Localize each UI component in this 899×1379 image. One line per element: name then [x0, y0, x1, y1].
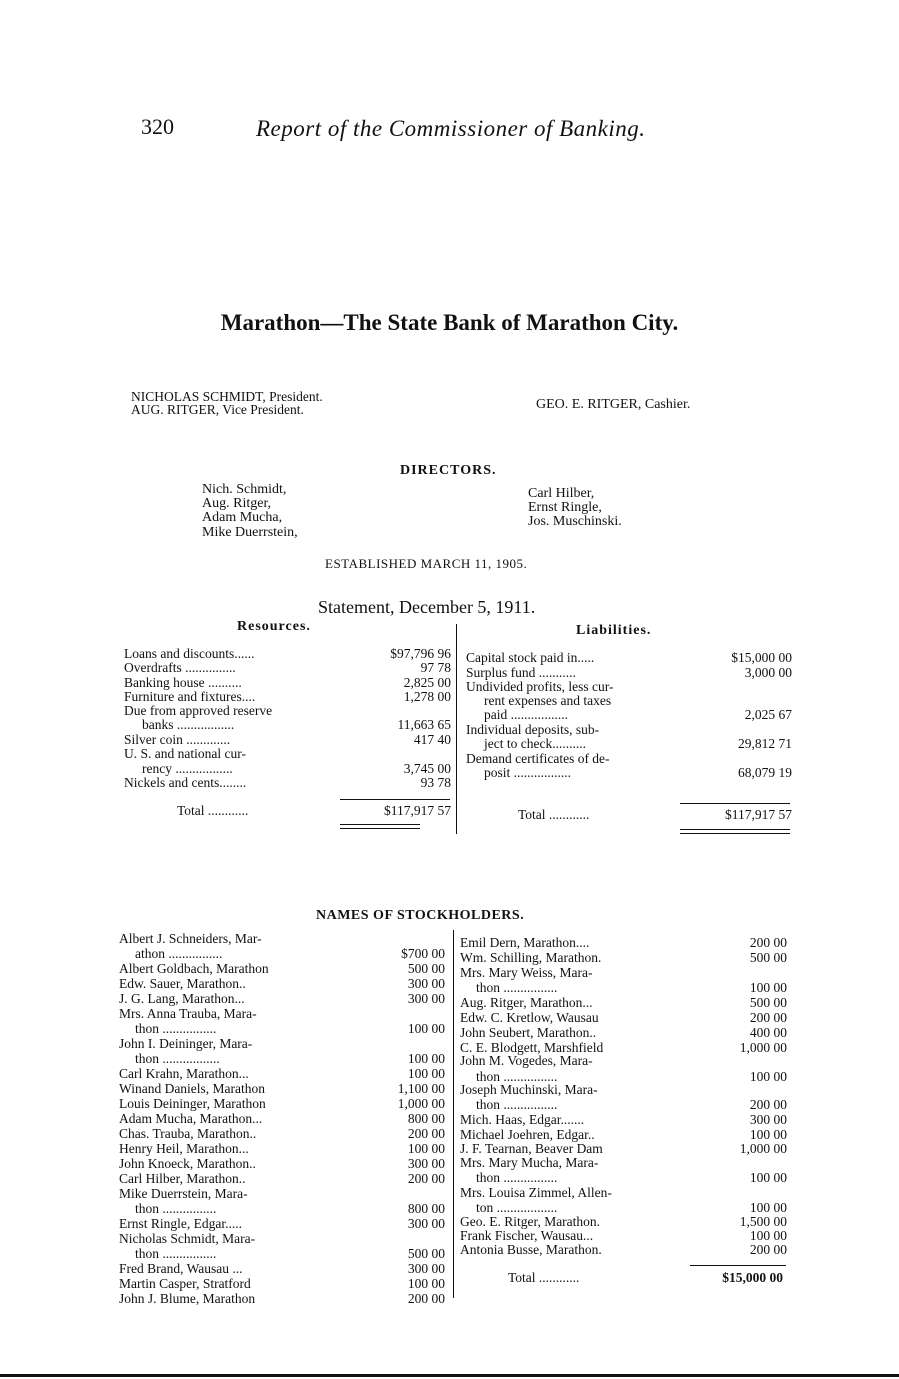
bank-title: Marathon—The State Bank of Marathon City.	[220, 310, 679, 335]
officer-cashier: GEO. E. RITGER, Cashier.	[536, 397, 691, 412]
stockholder-amount: 100 00	[407, 1141, 445, 1156]
stockholder-amount: 100 00	[749, 980, 787, 995]
total-label: Total ............	[508, 1270, 580, 1285]
resource-label: rency .................	[142, 761, 233, 776]
total-rule	[340, 799, 450, 800]
resource-amount: 93 78	[420, 775, 451, 790]
stockholder-amount: 100 00	[407, 1066, 445, 1081]
directors-heading: DIRECTORS.	[400, 463, 497, 478]
director-name: Nich. Schmidt,	[202, 482, 287, 497]
stockholder-amount: 1,000 00	[739, 1141, 787, 1156]
stockholder-name: thon ................	[135, 1246, 217, 1261]
established-date: ESTABLISHED MARCH 11, 1905.	[325, 556, 528, 571]
stockholder-amount: 1,000 00	[397, 1096, 445, 1111]
liability-label: Demand certificates of de-	[466, 751, 610, 766]
stockholder-amount: 200 00	[749, 935, 787, 950]
stockholder-name: John I. Deininger, Mara-	[119, 1036, 253, 1051]
stockholder-amount: 500 00	[749, 995, 787, 1010]
stockholder-name: thon ................	[135, 1201, 217, 1216]
director-name: Aug. Ritger,	[202, 496, 272, 511]
total-rule	[680, 803, 790, 804]
statement-title: Statement, December 5, 1911.	[318, 597, 536, 617]
stockholder-name: Albert J. Schneiders, Mar-	[119, 931, 262, 946]
resource-label: banks .................	[142, 717, 235, 732]
liability-label: rent expenses and taxes	[484, 693, 612, 708]
stockholder-name: Mrs. Mary Mucha, Mara-	[460, 1155, 599, 1170]
director-name: Carl Hilber,	[528, 486, 595, 501]
stockholder-name: Louis Deininger, Marathon	[119, 1096, 266, 1111]
stockholder-name: ton ..................	[476, 1200, 558, 1215]
page-number: 320	[141, 114, 174, 139]
stockholder-amount: 300 00	[407, 1216, 445, 1231]
resource-label: Silver coin .............	[124, 732, 231, 747]
stockholder-amount: 300 00	[407, 1156, 445, 1171]
stockholder-name: Michael Joehren, Edgar..	[460, 1127, 595, 1142]
stockholder-name: Winand Daniels, Marathon	[119, 1081, 266, 1096]
total-label: Total ............	[518, 807, 590, 822]
stockholder-name: Carl Krahn, Marathon...	[119, 1066, 249, 1081]
column-divider	[453, 930, 454, 1298]
stockholder-amount: 200 00	[407, 1171, 445, 1186]
stockholder-name: Ernst Ringle, Edgar.....	[119, 1216, 242, 1231]
liability-amount: 2,025 67	[744, 707, 792, 722]
stockholder-name: Fred Brand, Wausau ...	[119, 1261, 243, 1276]
stockholder-name: Edw. C. Kretlow, Wausau	[460, 1010, 599, 1025]
resource-label: Nickels and cents........	[124, 775, 247, 790]
resource-amount: $97,796 96	[390, 646, 451, 661]
stockholder-amount: 200 00	[749, 1242, 787, 1257]
liability-amount: $15,000 00	[731, 650, 792, 665]
stockholder-amount: 100 00	[749, 1200, 787, 1215]
resource-label: Furniture and fixtures....	[124, 689, 256, 704]
stockholder-amount: 300 00	[749, 1112, 787, 1127]
liability-label: ject to check..........	[484, 736, 586, 751]
stockholder-name: thon ................	[476, 1170, 558, 1185]
resource-amount: 3,745 00	[403, 761, 451, 776]
stockholder-name: Wm. Schilling, Marathon.	[460, 950, 602, 965]
total-double-rule	[680, 833, 790, 834]
stockholder-name: Joseph Muchinski, Mara-	[460, 1082, 598, 1097]
stockholder-name: thon ................	[476, 1069, 558, 1084]
stockholder-name: John J. Blume, Marathon	[119, 1291, 256, 1306]
stockholder-name: Mike Duerrstein, Mara-	[119, 1186, 248, 1201]
resource-label: U. S. and national cur-	[124, 746, 246, 761]
resource-amount: 97 78	[420, 660, 451, 675]
resource-label: Loans and discounts......	[124, 646, 255, 661]
liabilities-total: $117,917 57	[725, 807, 792, 822]
resource-label: Banking house ..........	[124, 675, 242, 690]
stockholder-name: thon ................	[476, 980, 558, 995]
total-double-rule	[340, 828, 420, 829]
stockholder-amount: 100 00	[749, 1170, 787, 1185]
liabilities-heading: Liabilities.	[576, 623, 652, 638]
stockholder-amount: 1,000 00	[739, 1040, 787, 1055]
stockholder-amount: 400 00	[749, 1025, 787, 1040]
resource-amount: 11,663 65	[397, 717, 451, 732]
director-name: Adam Mucha,	[202, 510, 283, 525]
stockholder-amount: 200 00	[407, 1291, 445, 1306]
liability-label: Individual deposits, sub-	[466, 722, 600, 737]
stockholder-name: John Knoeck, Marathon..	[119, 1156, 256, 1171]
stockholder-name: Edw. Sauer, Marathon..	[119, 976, 246, 991]
stockholder-name: Mrs. Louisa Zimmel, Allen-	[460, 1185, 612, 1200]
stockholder-amount: 100 00	[749, 1127, 787, 1142]
stockholder-amount: 500 00	[749, 950, 787, 965]
stockholder-name: thon .................	[135, 1051, 220, 1066]
stockholder-name: Adam Mucha, Marathon...	[119, 1111, 263, 1126]
stockholder-amount: 800 00	[407, 1201, 445, 1216]
total-double-rule	[340, 824, 420, 825]
stockholder-amount: 200 00	[749, 1097, 787, 1112]
liability-label: posit .................	[484, 765, 572, 780]
stockholder-name: Mich. Haas, Edgar.......	[460, 1112, 585, 1127]
stockholder-name: Geo. E. Ritger, Marathon.	[460, 1214, 601, 1229]
stockholder-name: athon ................	[135, 946, 223, 961]
stockholder-name: John M. Vogedes, Mara-	[460, 1053, 593, 1068]
stockholder-amount: 300 00	[407, 991, 445, 1006]
stockholder-name: Mrs. Anna Trauba, Mara-	[119, 1006, 257, 1021]
officer-vice-president: AUG. RITGER, Vice President.	[131, 402, 304, 417]
liability-amount: 3,000 00	[744, 665, 792, 680]
stockholder-name: Henry Heil, Marathon...	[119, 1141, 249, 1156]
stockholder-amount: 500 00	[407, 961, 445, 976]
stockholder-name: Carl Hilber, Marathon..	[119, 1171, 246, 1186]
resource-label: Due from approved reserve	[124, 703, 273, 718]
stockholder-amount: 300 00	[407, 976, 445, 991]
stockholder-amount: 300 00	[407, 1261, 445, 1276]
stockholder-name: Chas. Trauba, Marathon..	[119, 1126, 257, 1141]
stockholder-name: thon ................	[476, 1097, 558, 1112]
liability-label: Undivided profits, less cur-	[466, 679, 614, 694]
stockholder-name: Frank Fischer, Wausau...	[460, 1228, 594, 1243]
stockholder-name: Aug. Ritger, Marathon...	[460, 995, 593, 1010]
director-name: Jos. Muschinski.	[528, 514, 622, 529]
stockholder-name: Antonia Busse, Marathon.	[460, 1242, 602, 1257]
liability-amount: 29,812 71	[738, 736, 792, 751]
stockholder-name: thon ................	[135, 1021, 217, 1036]
stockholder-amount: 200 00	[407, 1126, 445, 1141]
resources-total: $117,917 57	[384, 803, 451, 818]
resource-amount: 1,278 00	[403, 689, 451, 704]
stockholder-amount: 100 00	[407, 1021, 445, 1036]
total-rule	[690, 1265, 786, 1266]
stockholder-name: Emil Dern, Marathon....	[460, 935, 590, 950]
stockholder-name: J. G. Lang, Marathon...	[119, 991, 245, 1006]
stockholder-name: Mrs. Mary Weiss, Mara-	[460, 965, 593, 980]
stockholder-name: Albert Goldbach, Marathon	[119, 961, 269, 976]
total-double-rule	[680, 829, 790, 830]
stockholder-amount: 200 00	[749, 1010, 787, 1025]
stockholder-amount: $700 00	[401, 946, 445, 961]
stockholder-name: J. F. Tearnan, Beaver Dam	[460, 1141, 603, 1156]
total-label: Total ............	[177, 803, 249, 818]
liability-label: Capital stock paid in.....	[466, 650, 595, 665]
stockholder-amount: 100 00	[749, 1228, 787, 1243]
stockholder-name: C. E. Blodgett, Marshfield	[460, 1040, 604, 1055]
stockholder-amount: 500 00	[407, 1246, 445, 1261]
resources-heading: Resources.	[237, 619, 311, 634]
director-name: Mike Duerrstein,	[202, 525, 298, 540]
liability-label: Surplus fund ...........	[466, 665, 576, 680]
stockholder-name: John Seubert, Marathon..	[460, 1025, 597, 1040]
director-name: Ernst Ringle,	[528, 500, 602, 515]
liability-label: paid .................	[484, 707, 568, 722]
stockholder-name: Martin Casper, Stratford	[119, 1276, 251, 1291]
stockholder-amount: 100 00	[407, 1276, 445, 1291]
resource-amount: 417 40	[413, 732, 451, 747]
page-bottom-edge	[0, 1374, 899, 1377]
running-title: Report of the Commissioner of Banking.	[256, 116, 646, 141]
resource-label: Overdrafts ...............	[124, 660, 236, 675]
stockholder-name: Nicholas Schmidt, Mara-	[119, 1231, 256, 1246]
stockholder-amount: 100 00	[407, 1051, 445, 1066]
stockholder-amount: 800 00	[407, 1111, 445, 1126]
resource-amount: 2,825 00	[403, 675, 451, 690]
stockholder-amount: 1,500 00	[739, 1214, 787, 1229]
officer-president: NICHOLAS SCHMIDT, President.	[131, 389, 323, 404]
stockholders-total: $15,000 00	[722, 1270, 783, 1285]
liability-amount: 68,079 19	[738, 765, 792, 780]
column-divider	[456, 624, 457, 834]
stockholder-amount: 100 00	[749, 1069, 787, 1084]
stockholders-heading: NAMES OF STOCKHOLDERS.	[316, 908, 525, 923]
stockholder-amount: 1,100 00	[397, 1081, 445, 1096]
